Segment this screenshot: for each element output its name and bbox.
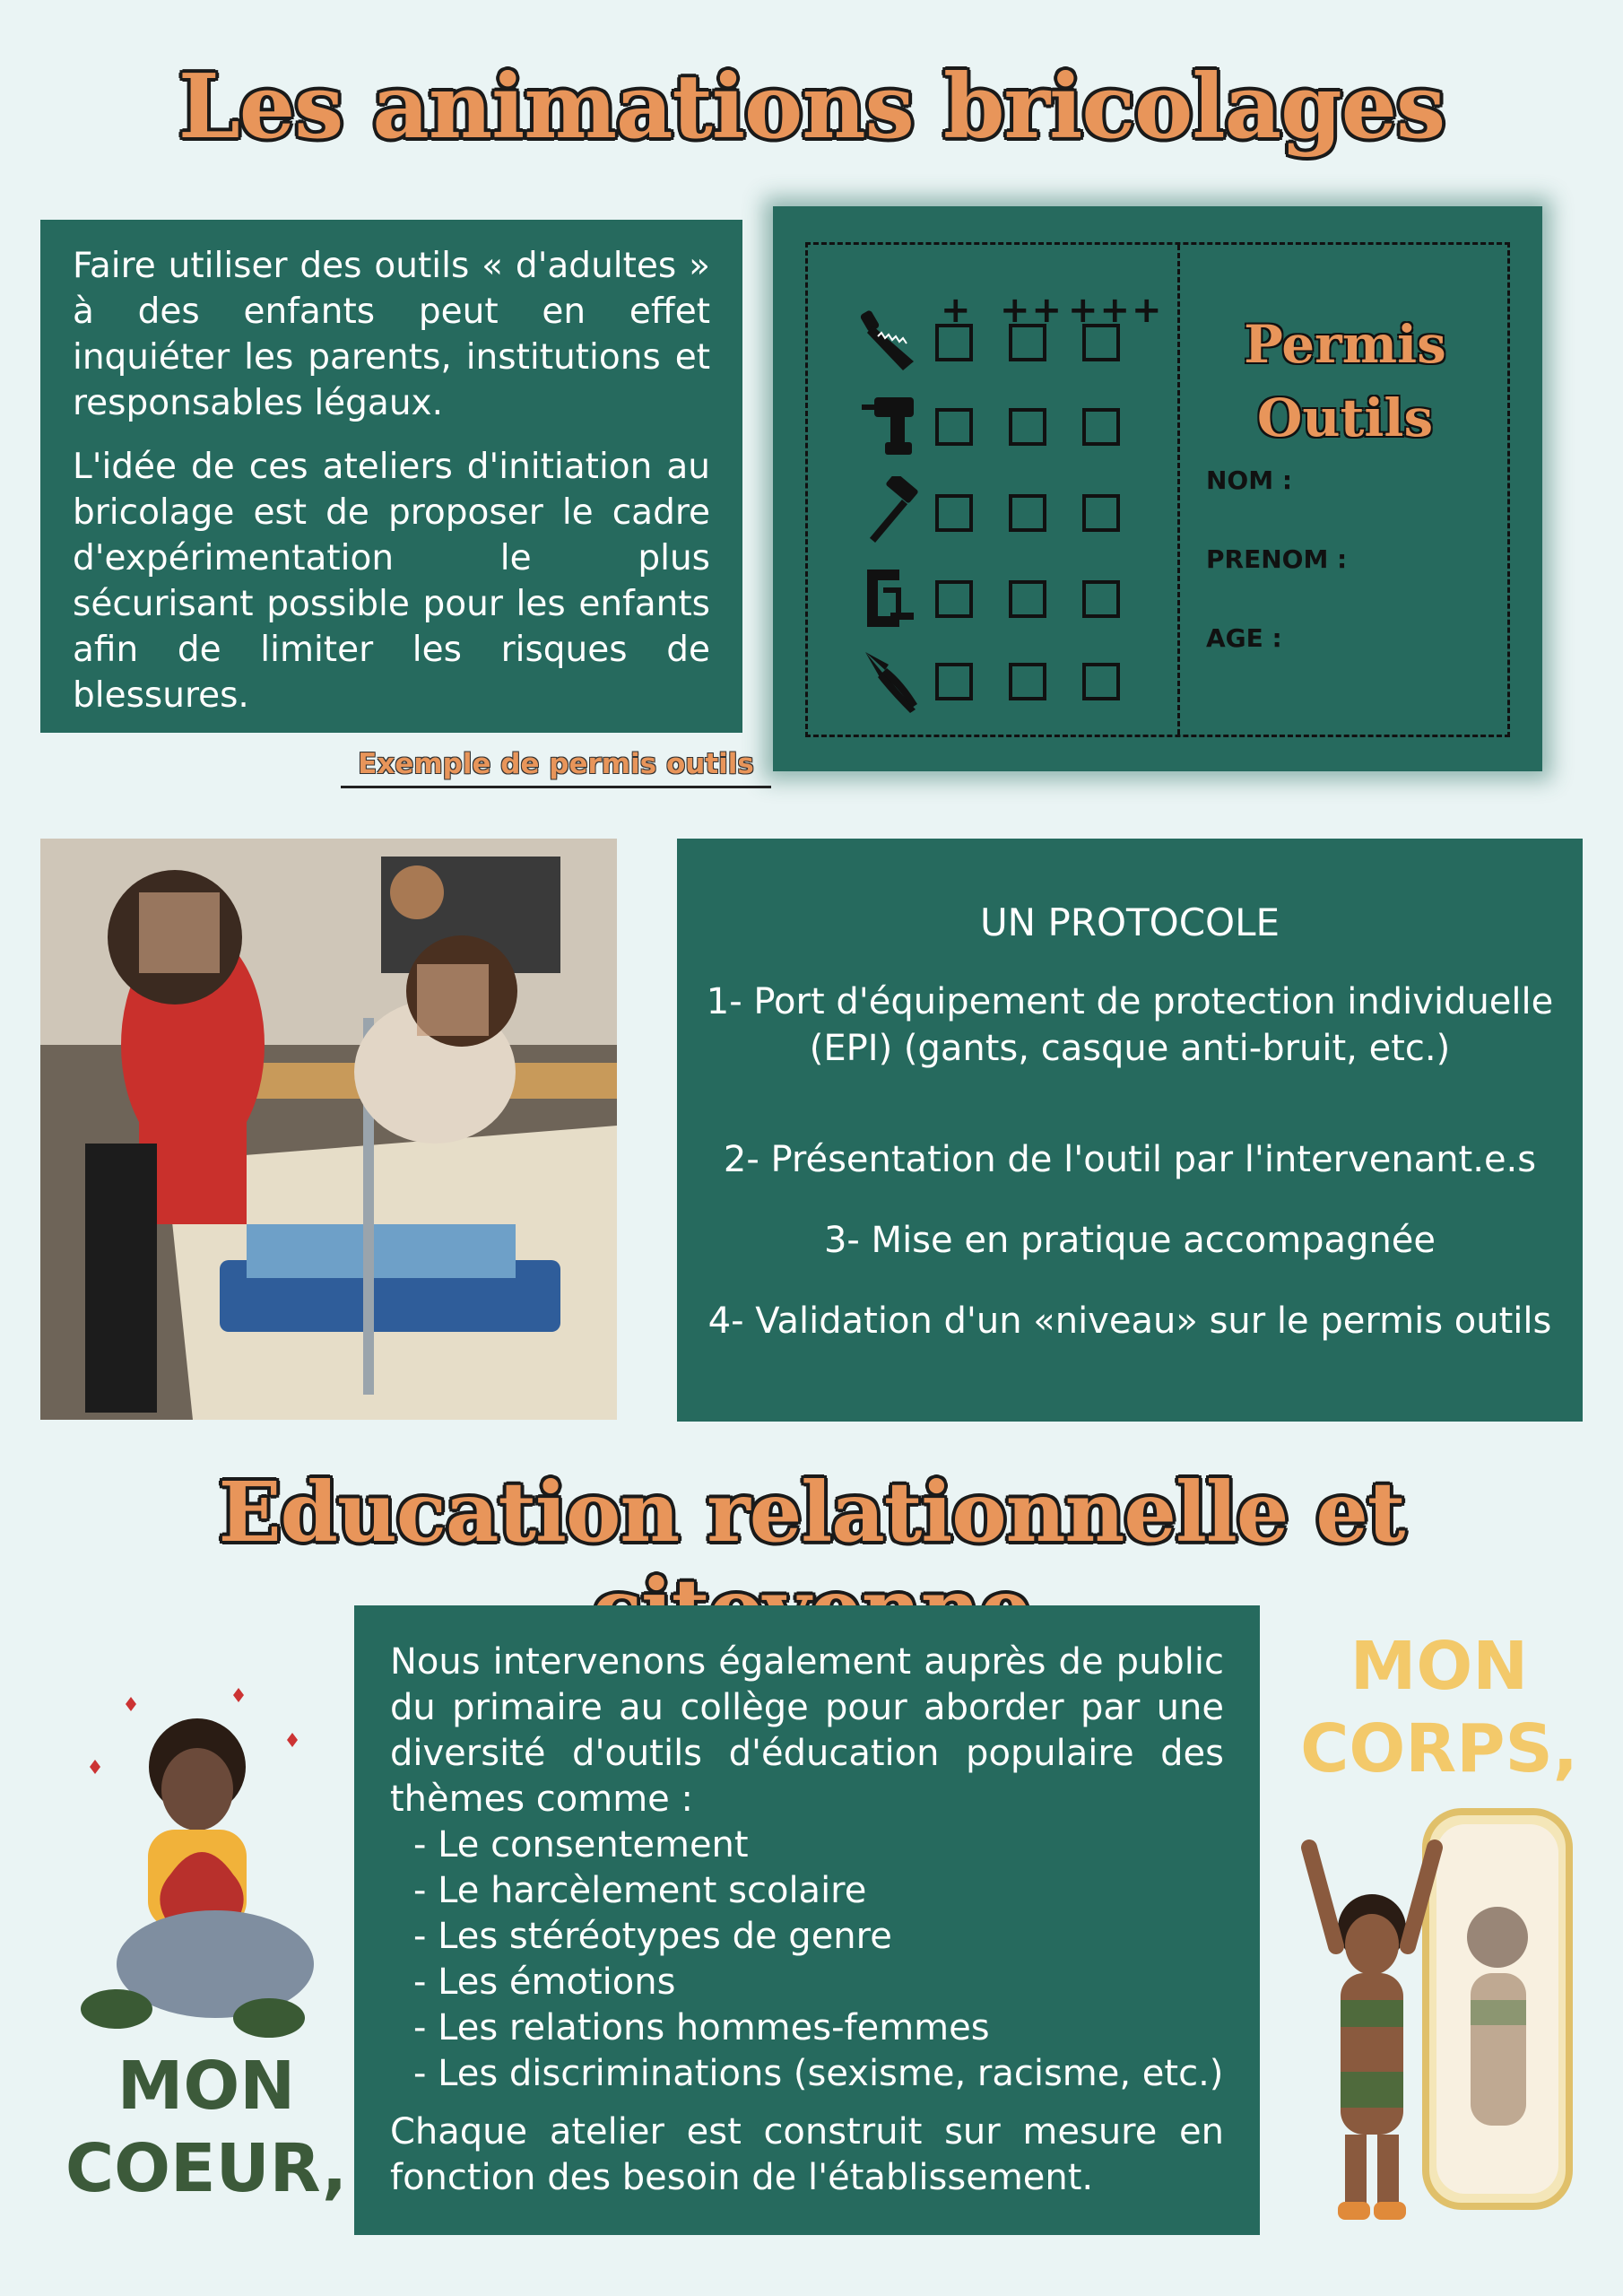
theme-item: - Les relations hommes-femmes <box>413 2005 1224 2051</box>
theme-item: - Les émotions <box>413 1960 1224 2005</box>
saw-icon <box>860 306 921 374</box>
checkbox-saw-3[interactable] <box>1082 324 1120 361</box>
checkbox-drill-3[interactable] <box>1082 408 1120 446</box>
protocol-step-3: 3- Mise en pratique accompagnée <box>823 1220 1436 1261</box>
intro-paragraph-1: Faire utiliser des outils « d'adultes » à des enfants peut en effet inquiéter les parents, institutions et responsables légaux. <box>73 246 710 423</box>
permis-caption: Exemple de permis outils <box>341 748 771 788</box>
protocol-step-4: 4- Validation d'un «niveau» sur le permis outils <box>707 1300 1552 1342</box>
checkbox-pliers-3[interactable] <box>1082 663 1120 700</box>
education-outro: Chaque atelier est construit sur mesure en fonction des besoin de l'établissement. <box>390 2111 1224 2198</box>
hammer-icon <box>860 476 921 544</box>
protocol-step-1: 1- Port d'équipement de protection individuelle (EPI) (gants, casque anti-bruit, etc.) <box>706 981 1554 1069</box>
mirror-body-illustration <box>1291 1794 1587 2242</box>
checkbox-clamp-1[interactable] <box>935 580 973 618</box>
field-prenom: PRENOM : <box>1206 544 1348 574</box>
permis-outils-card <box>773 206 1542 771</box>
checkbox-drill-1[interactable] <box>935 408 973 446</box>
protocol-step-2: 2- Présentation de l'outil par l'intervenant.e.s <box>723 1139 1537 1180</box>
checkbox-saw-1[interactable] <box>935 324 973 361</box>
pliers-icon <box>860 647 921 715</box>
checkbox-drill-2[interactable] <box>1009 408 1046 446</box>
title-education-relationnelle: Education relationnelle et <box>218 1464 1405 1561</box>
theme-item: - Les discriminations (sexisme, racisme, etc.) <box>413 2051 1224 2097</box>
permis-title-line-2: Outils <box>1256 387 1434 448</box>
level-2-label: ++ <box>1000 290 1064 331</box>
protocol-box <box>677 839 1583 1422</box>
theme-item: - Les stéréotypes de genre <box>413 1914 1224 1960</box>
checkbox-clamp-2[interactable] <box>1009 580 1046 618</box>
checkbox-clamp-3[interactable] <box>1082 580 1120 618</box>
mon-coeur-line-2: COEUR, <box>65 2130 348 2207</box>
checkbox-hammer-2[interactable] <box>1009 494 1046 532</box>
clamp-icon <box>860 564 921 632</box>
heart-hug-illustration <box>63 1668 332 2045</box>
permis-title <box>1177 308 1513 455</box>
workshop-photo <box>40 839 617 1420</box>
checkbox-pliers-1[interactable] <box>935 663 973 700</box>
theme-item: - Le consentement <box>413 1822 1224 1868</box>
level-1-label: + <box>941 290 973 331</box>
field-age: AGE : <box>1206 623 1282 653</box>
intro-paragraph-2: L'idée de ces ateliers d'initiation au bricolage est de proposer le cadre d'expérimentation le plus sécurisant possible pour les enfants afin de limiter les risques de blessures. <box>73 447 710 716</box>
checkbox-hammer-3[interactable] <box>1082 494 1120 532</box>
themes-list <box>390 1822 1224 2097</box>
workshop-photo-illustration <box>40 839 617 1420</box>
mon-coeur-line-1: MON <box>117 2048 296 2125</box>
education-box <box>354 1605 1260 2235</box>
checkbox-saw-2[interactable] <box>1009 324 1046 361</box>
title-animations-bricolages: Les animations bricolages <box>178 56 1445 159</box>
checkbox-hammer-1[interactable] <box>935 494 973 532</box>
permis-title-line-1: Permis <box>1244 314 1446 375</box>
drill-icon <box>860 392 921 460</box>
checkbox-pliers-2[interactable] <box>1009 663 1046 700</box>
mon-corps-line-2: CORPS, <box>1300 1710 1578 1787</box>
protocol-heading: UN PROTOCOLE <box>979 900 1280 944</box>
permis-dashed-frame <box>805 242 1510 737</box>
mon-corps-line-1: MON <box>1350 1628 1529 1705</box>
level-3-label: +++ <box>1068 290 1164 331</box>
theme-item: - Le harcèlement scolaire <box>413 1868 1224 1914</box>
intro-box <box>40 220 742 733</box>
education-intro: Nous intervenons également auprès de public du primaire au collège pour aborder par une diversité d'outils d'éducation populaire des thèmes comme : <box>390 1641 1224 1820</box>
mon-corps-text <box>1291 1625 1587 1790</box>
field-nom: NOM : <box>1206 465 1293 495</box>
mon-coeur-text <box>63 2045 350 2210</box>
